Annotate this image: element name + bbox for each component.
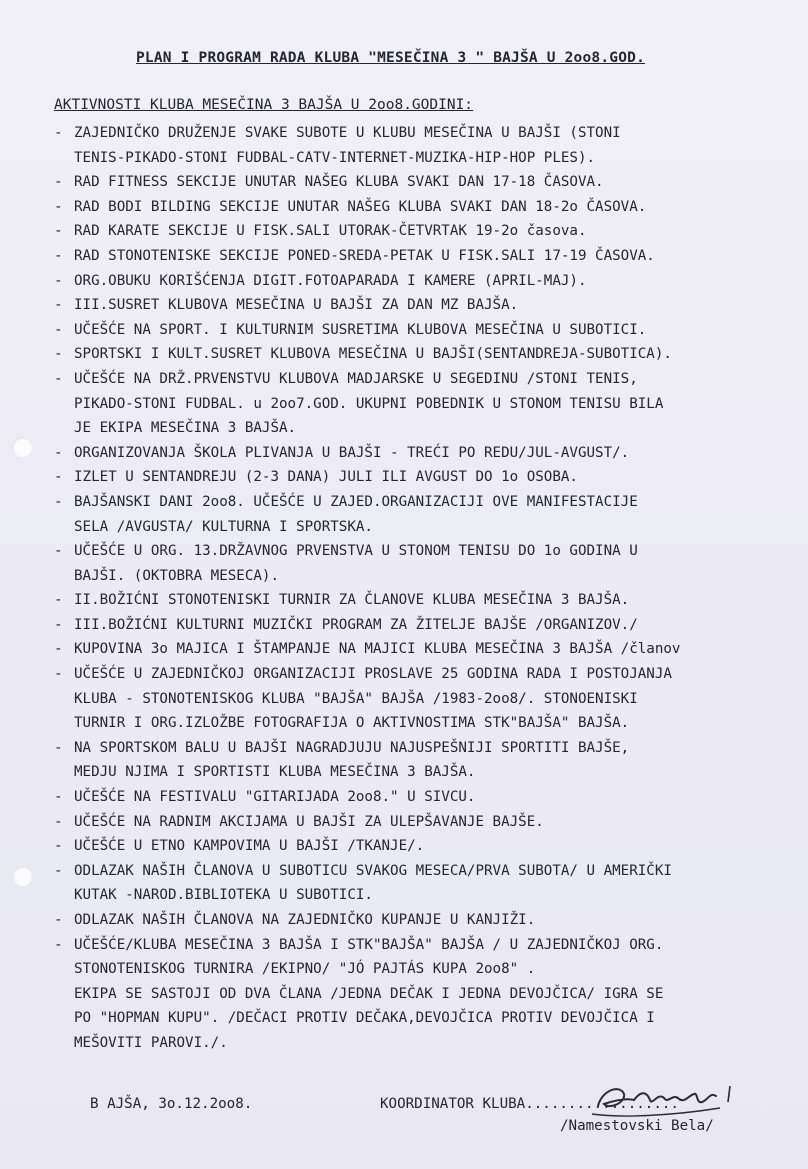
bullet-dash: -	[54, 616, 63, 633]
activity-item	[54, 441, 808, 466]
activity-line: UČEŠĆE NA FESTIVALU "GITARIJADA 2oo8." U SIVCU.	[74, 789, 476, 806]
activity-item	[54, 195, 808, 220]
bullet-dash: -	[54, 469, 63, 486]
activity-item	[54, 170, 808, 195]
activity-item	[54, 318, 808, 343]
bullet-dash: -	[54, 223, 63, 240]
activity-item	[54, 244, 808, 269]
activity-line: SPORTSKI I KULT.SUSRET KLUBOVA MESEČINA U BAJŠI(SENTANDREJA-SUBOTICA).	[74, 346, 672, 363]
activity-line: BAJŠANSKI DANI 2oo8. UČEŠĆE U ZAJED.ORGANIZACIJI OVE MANIFESTACIJE	[74, 493, 638, 510]
punch-hole	[12, 437, 32, 457]
activity-line: TENIS-PIKADO-STONI FUDBAL-CATV-INTERNET-MUZIKA-HIP-HOP PLES).	[74, 149, 596, 166]
bullet-dash: -	[54, 936, 63, 953]
bullet-dash: -	[54, 838, 63, 855]
activity-line: KLUBA - STONOTENISKOG KLUBA "BAJŠA" BAJŠA /1983-2oo8/. STONOENISKI	[74, 690, 638, 707]
activity-item	[54, 785, 808, 810]
activity-item	[54, 637, 808, 662]
activity-line: KUTAK -NAROD.BIBLIOTEKA U SUBOTICI.	[74, 887, 373, 904]
activity-item	[54, 465, 808, 490]
bullet-dash: -	[54, 666, 63, 683]
activity-item	[54, 859, 808, 908]
activity-item	[54, 736, 808, 785]
activity-line: BAJŠI. (OKTOBRA MESECA).	[74, 567, 279, 584]
activity-item	[54, 269, 808, 294]
activity-line: PIKADO-STONI FUDBAL. u 2oo7.GOD. UKUPNI POBEDNIK U STONOM TENISU BILA	[74, 395, 664, 412]
bullet-dash: -	[54, 198, 63, 215]
activity-item	[54, 342, 808, 367]
activity-line: EKIPA SE SASTOJI OD DVA ČLANA /JEDNA DEČAK I JEDNA DEVOJČICA/ IGRA SE	[74, 985, 664, 1002]
activity-line: KUPOVINA 3o MAJICA I ŠTAMPANJE NA MAJICI KLUBA MESEČINA 3 BAJŠA /članov	[74, 641, 681, 658]
bullet-dash: -	[54, 370, 63, 387]
activity-item	[54, 933, 808, 1056]
activity-line: UČEŠĆE NA RADNIM AKCIJAMA U BAJŠI ZA ULEPŠAVANJE BAJŠE.	[74, 813, 544, 830]
bullet-dash: -	[54, 592, 63, 609]
bullet-dash: -	[54, 641, 63, 658]
bullet-dash: -	[54, 321, 63, 338]
punch-hole	[12, 866, 32, 886]
activity-line: IZLET U SENTANDREJU (2-3 DANA) JULI ILI AVGUST DO 1o OSOBA.	[74, 469, 578, 486]
activity-line: UČEŠĆE NA SPORT. I KULTURNIM SUSRETIMA KLUBOVA MESEČINA U SUBOTICI.	[74, 321, 647, 338]
signature-icon	[580, 1070, 770, 1130]
coordinator-name: /Namestovski Bela/	[560, 1118, 714, 1134]
place-date: B AJŠA, 3o.12.2oo8.	[90, 1096, 253, 1112]
activity-line: II.BOŽIĆNI STONOTENISKI TURNIR ZA ČLANOVE KLUBA MESEČINA 3 BAJŠA.	[74, 592, 630, 609]
activity-line: MEŠOVITI PAROVI./.	[74, 1034, 228, 1051]
bullet-dash: -	[54, 346, 63, 363]
activity-item	[54, 810, 808, 835]
activity-line: SELA /AVGUSTA/ KULTURNA I SPORTSKA.	[74, 518, 373, 535]
activity-item	[54, 539, 808, 588]
activity-line: NA SPORTSKOM BALU U BAJŠI NAGRADJUJU NAJUSPEŠNIJI SPORTITI BAJŠE,	[74, 739, 630, 756]
bullet-dash: -	[54, 493, 63, 510]
activity-item	[54, 908, 808, 933]
bullet-dash: -	[54, 789, 63, 806]
activity-line: JE EKIPA MESEČINA 3 BAJŠA.	[74, 420, 297, 437]
activity-item	[54, 834, 808, 859]
activity-line: RAD STONOTENISKE SEKCIJE PONED-SREDA-PETAK U FISK.SALI 17-19 ČASOVA.	[74, 247, 655, 264]
activity-line: UČEŠĆE NA DRŽ.PRVENSTVU KLUBOVA MADJARSKE U SEGEDINU /STONI TENIS,	[74, 370, 638, 387]
activity-item	[54, 293, 808, 318]
activity-item	[54, 662, 808, 736]
activity-line: TURNIR I ORG.IZLOŽBE FOTOGRAFIJA O AKTIVNOSTIMA STK"BAJŠA" BAJŠA.	[74, 715, 630, 732]
activity-line: ZAJEDNIČKO DRUŽENJE SVAKE SUBOTE U KLUBU MESEČINA U BAJŠI (STONI	[74, 125, 621, 141]
bullet-dash: -	[54, 174, 63, 191]
activity-line: UČEŠĆE U ETNO KAMPOVIMA U BAJŠI /TKANJE/.	[74, 838, 425, 855]
activity-line: III.BOŽIĆNI KULTURNI MUZIČKI PROGRAM ZA ŽITELJE BAJŠE /ORGANIZOV./	[74, 616, 638, 633]
activity-item	[54, 490, 808, 539]
activity-line: RAD KARATE SEKCIJE U FISK.SALI UTORAK-ČETVRTAK 19-2o časova.	[74, 223, 587, 240]
coordinator-role: KOORDINATOR KLUBA..................	[380, 1096, 679, 1112]
activity-line: ORG.OBUKU KORIŠĆENJA DIGIT.FOTOAPARADA I KAMERE (APRIL-MAJ).	[74, 272, 587, 289]
document-subtitle: AKTIVNOSTI KLUBA MESEČINA 3 BAJŠA U 2oo8.GODINI:	[54, 97, 474, 113]
activity-line: ODLAZAK NAŠIH ČLANOVA U SUBOTICU SVAKOG MESECA/PRVA SUBOTA/ U AMERIČKI	[74, 862, 672, 879]
activity-line: III.SUSRET KLUBOVA MESEČINA U BAJŠI ZA DAN MZ BAJŠA.	[74, 297, 519, 314]
activity-item	[54, 121, 808, 170]
activity-line: UČEŠĆE U ZAJEDNIČKOJ ORGANIZACIJI PROSLAVE 25 GODINA RADA I POSTOJANJA	[74, 666, 672, 683]
bullet-dash: -	[54, 125, 63, 141]
activity-line: STONOTENISKOG TURNIRA /EKIPNO/ "JÓ PAJTÁS KUPA 2oo8" .	[74, 961, 536, 978]
activity-line: PO "HOPMAN KUPU". /DEČACI PROTIV DEČAKA,DEVOJČICA PROTIV DEVOJČICA I	[74, 1010, 655, 1027]
bullet-dash: -	[54, 444, 63, 461]
activity-line: UČEŠĆE U ORG. 13.DRŽAVNOG PRVENSTVA U STONOM TENISU DO 1o GODINA U	[74, 543, 638, 560]
activity-line: RAD BODI BILDING SEKCIJE UNUTAR NAŠEG KLUBA SVAKI DAN 18-2o ČASOVA.	[74, 198, 647, 215]
activity-item	[54, 367, 808, 441]
bullet-dash: -	[54, 739, 63, 756]
activity-line: UČEŠĆE/KLUBA MESEČINA 3 BAJŠA I STK"BAJŠA" BAJŠA / U ZAJEDNIČKOJ ORG.	[74, 936, 664, 953]
activity-item	[54, 588, 808, 613]
bullet-dash: -	[54, 912, 63, 928]
activity-item	[54, 219, 808, 244]
activity-line: RAD FITNESS SEKCIJE UNUTAR NAŠEG KLUBA SVAKI DAN 17-18 ČASOVA.	[74, 174, 604, 191]
activity-line: MEDJU NJIMA I SPORTISTI KLUBA MESEČINA 3 BAJŠA.	[74, 764, 476, 781]
activity-line: ORGANIZOVANJA ŠKOLA PLIVANJA U BAJŠI - TREĆI PO REDU/JUL-AVGUST/.	[74, 444, 630, 461]
bullet-dash: -	[54, 247, 63, 264]
activity-item	[54, 613, 808, 638]
activity-line: ODLAZAK NAŠIH ČLANOVA NA ZAJEDNIČKO KUPANJE U KANJIŽI.	[74, 912, 536, 928]
activity-list	[54, 121, 808, 1056]
bullet-dash: -	[54, 543, 63, 560]
document-title: PLAN I PROGRAM RADA KLUBA "MESEČINA 3 " BAJŠA U 2oo8.GOD.	[136, 50, 645, 66]
bullet-dash: -	[54, 272, 63, 289]
bullet-dash: -	[54, 813, 63, 830]
bullet-dash: -	[54, 297, 63, 314]
bullet-dash: -	[54, 862, 63, 879]
